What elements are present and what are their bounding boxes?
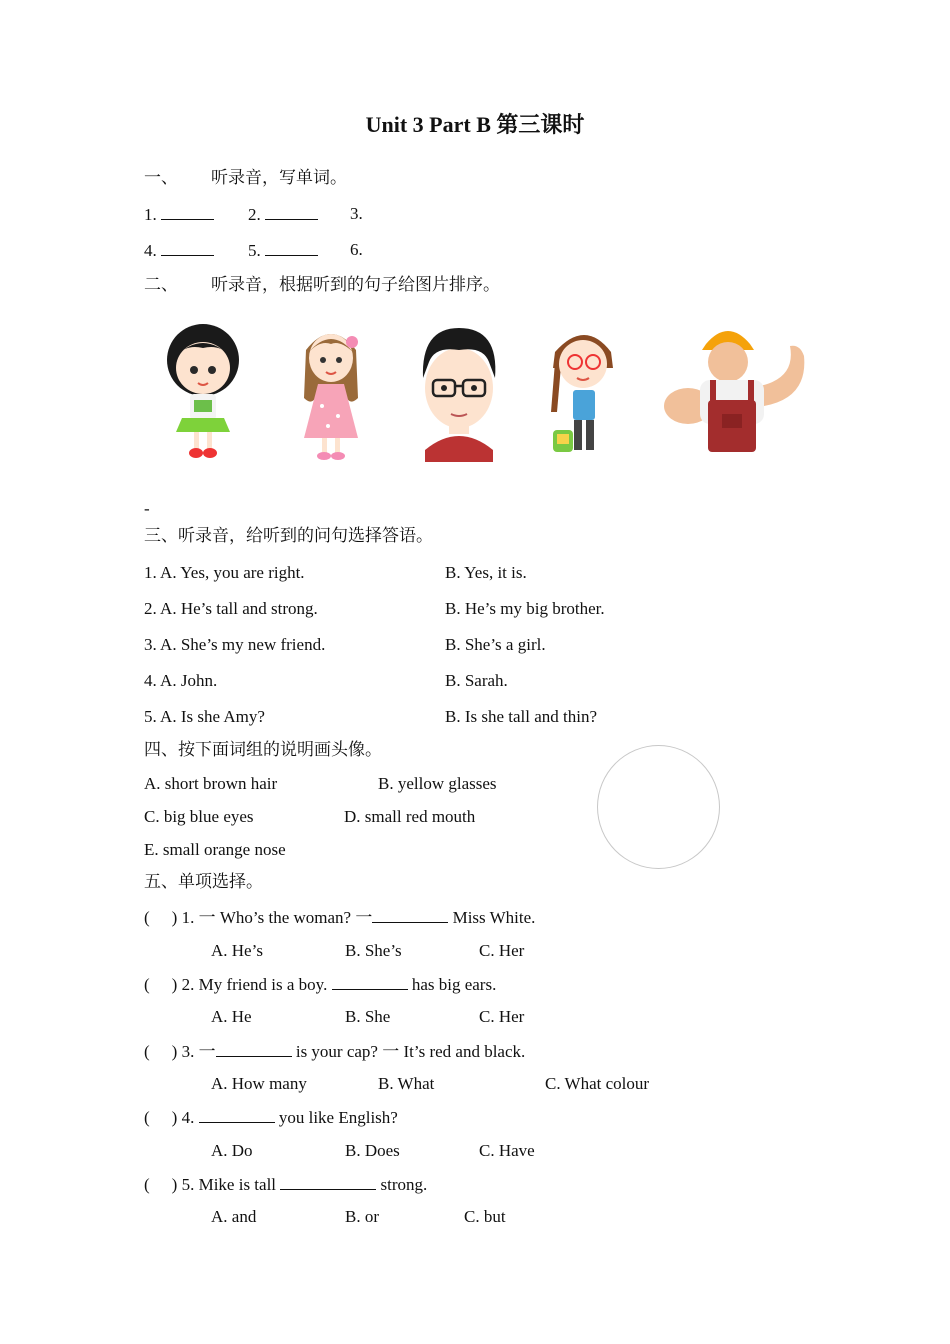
q3-row3-option-b[interactable]: B. She’s a girl.	[445, 635, 546, 654]
section3-heading: 三、听录音，给听到的问句选择答语。	[144, 526, 433, 546]
section1-number: 一、	[144, 168, 178, 188]
mc-question-3	[144, 1042, 525, 1060]
mc-question-1	[144, 908, 535, 926]
blank-label: 5.	[248, 241, 261, 260]
q1-option-b[interactable]: B. She’s	[345, 941, 402, 960]
answer-paren[interactable]: (	[144, 1175, 150, 1194]
boy-glasses-picture	[413, 322, 505, 462]
stray-dash: -	[144, 499, 150, 518]
question-text: ) 2. My friend is a boy.	[171, 975, 332, 994]
answer-blank[interactable]	[216, 1042, 292, 1057]
page-title: Unit 3 Part B 第三课时	[365, 112, 585, 137]
answer-paren[interactable]: (	[144, 908, 150, 927]
q3-row5-option-b[interactable]: B. Is she tall and thin?	[445, 707, 598, 726]
mc-question-2	[144, 975, 496, 993]
q2-option-c[interactable]: C. Her	[479, 1007, 525, 1026]
girl-pink-dress-picture	[288, 320, 374, 462]
word-blank-4	[144, 241, 214, 259]
q5-option-b[interactable]: B. or	[345, 1207, 379, 1226]
q4-option-c[interactable]: C. Have	[479, 1141, 535, 1160]
q4-option-a[interactable]: A. Do	[211, 1141, 253, 1160]
strong-man-helmet-picture	[660, 322, 806, 454]
q3-row1-option-a[interactable]: 1. A. Yes, you are right.	[144, 563, 305, 582]
answer-blank[interactable]	[199, 1108, 275, 1123]
q2-option-a[interactable]: A. He	[211, 1007, 252, 1026]
q3-option-a[interactable]: A. How many	[211, 1074, 307, 1093]
answer-paren[interactable]: (	[144, 1042, 150, 1061]
q3-row5-option-a[interactable]: 5. A. Is she Amy?	[144, 707, 265, 726]
question-text: has big ears.	[407, 975, 497, 994]
answer-line[interactable]	[161, 205, 214, 220]
section2-number: 二、	[144, 275, 178, 295]
word-blank-2	[248, 205, 318, 223]
word-blank-6: 6.	[350, 240, 363, 259]
q3-row3-option-a[interactable]: 3. A. She’s my new friend.	[144, 635, 326, 654]
answer-line[interactable]	[265, 205, 318, 220]
girl-green-skirt-picture	[160, 320, 246, 462]
q3-row1-option-b[interactable]: B. Yes, it is.	[445, 563, 527, 582]
blank-label: 4.	[144, 241, 157, 260]
question-text: ) 5. Mike is tall	[171, 1175, 281, 1194]
word-blank-3: 3.	[350, 204, 363, 223]
q3-row4-option-b[interactable]: B. Sarah.	[445, 671, 508, 690]
question-text: strong.	[376, 1175, 428, 1194]
blank-label: 2.	[248, 205, 261, 224]
section2-heading: 听录音，根据听到的句子给图片排序。	[211, 275, 500, 295]
draw-item-a: A. short brown hair	[144, 774, 278, 793]
answer-blank[interactable]	[280, 1175, 376, 1190]
q3-row4-option-a[interactable]: 4. A. John.	[144, 671, 218, 690]
q1-option-c[interactable]: C. Her	[479, 941, 525, 960]
question-text: ) 3. 一	[171, 1042, 216, 1061]
section1-heading: 听录音，写单词。	[211, 168, 347, 188]
draw-item-d: D. small red mouth	[344, 807, 476, 826]
mc-question-5	[144, 1175, 427, 1193]
q5-option-c[interactable]: C. but	[464, 1207, 506, 1226]
q1-option-a[interactable]: A. He’s	[211, 941, 263, 960]
q4-option-b[interactable]: B. Does	[345, 1141, 400, 1160]
question-text: ) 1. 一 Who’s the woman? 一	[171, 908, 373, 927]
answer-line[interactable]	[161, 241, 214, 256]
answer-paren[interactable]: (	[144, 975, 150, 994]
answer-line[interactable]	[265, 241, 318, 256]
answer-blank[interactable]	[332, 975, 408, 990]
q3-row2-option-a[interactable]: 2. A. He’s tall and strong.	[144, 599, 318, 618]
section5-heading: 五、单项选择。	[144, 872, 263, 892]
draw-item-c: C. big blue eyes	[144, 807, 254, 826]
q2-option-b[interactable]: B. She	[345, 1007, 391, 1026]
q3-option-c[interactable]: C. What colour	[545, 1074, 650, 1093]
drawing-circle[interactable]	[597, 745, 720, 869]
girl-glasses-backpack-picture	[547, 322, 627, 462]
answer-blank[interactable]	[372, 908, 448, 923]
answer-paren[interactable]: (	[144, 1108, 150, 1127]
blank-label: 1.	[144, 205, 157, 224]
draw-item-b: B. yellow glasses	[378, 774, 497, 793]
draw-item-e: E. small orange nose	[144, 840, 286, 859]
word-blank-5	[248, 241, 318, 259]
q5-option-a[interactable]: A. and	[211, 1207, 257, 1226]
question-text: you like English?	[274, 1108, 398, 1127]
question-text: Miss White.	[448, 908, 536, 927]
question-text: is your cap? 一 It’s red and black.	[291, 1042, 526, 1061]
q3-option-b[interactable]: B. What	[378, 1074, 435, 1093]
mc-question-4	[144, 1108, 398, 1126]
q3-row2-option-b[interactable]: B. He’s my big brother.	[445, 599, 605, 618]
section4-heading: 四、按下面词组的说明画头像。	[144, 740, 382, 760]
word-blank-1	[144, 205, 214, 223]
question-text: ) 4.	[171, 1108, 199, 1127]
